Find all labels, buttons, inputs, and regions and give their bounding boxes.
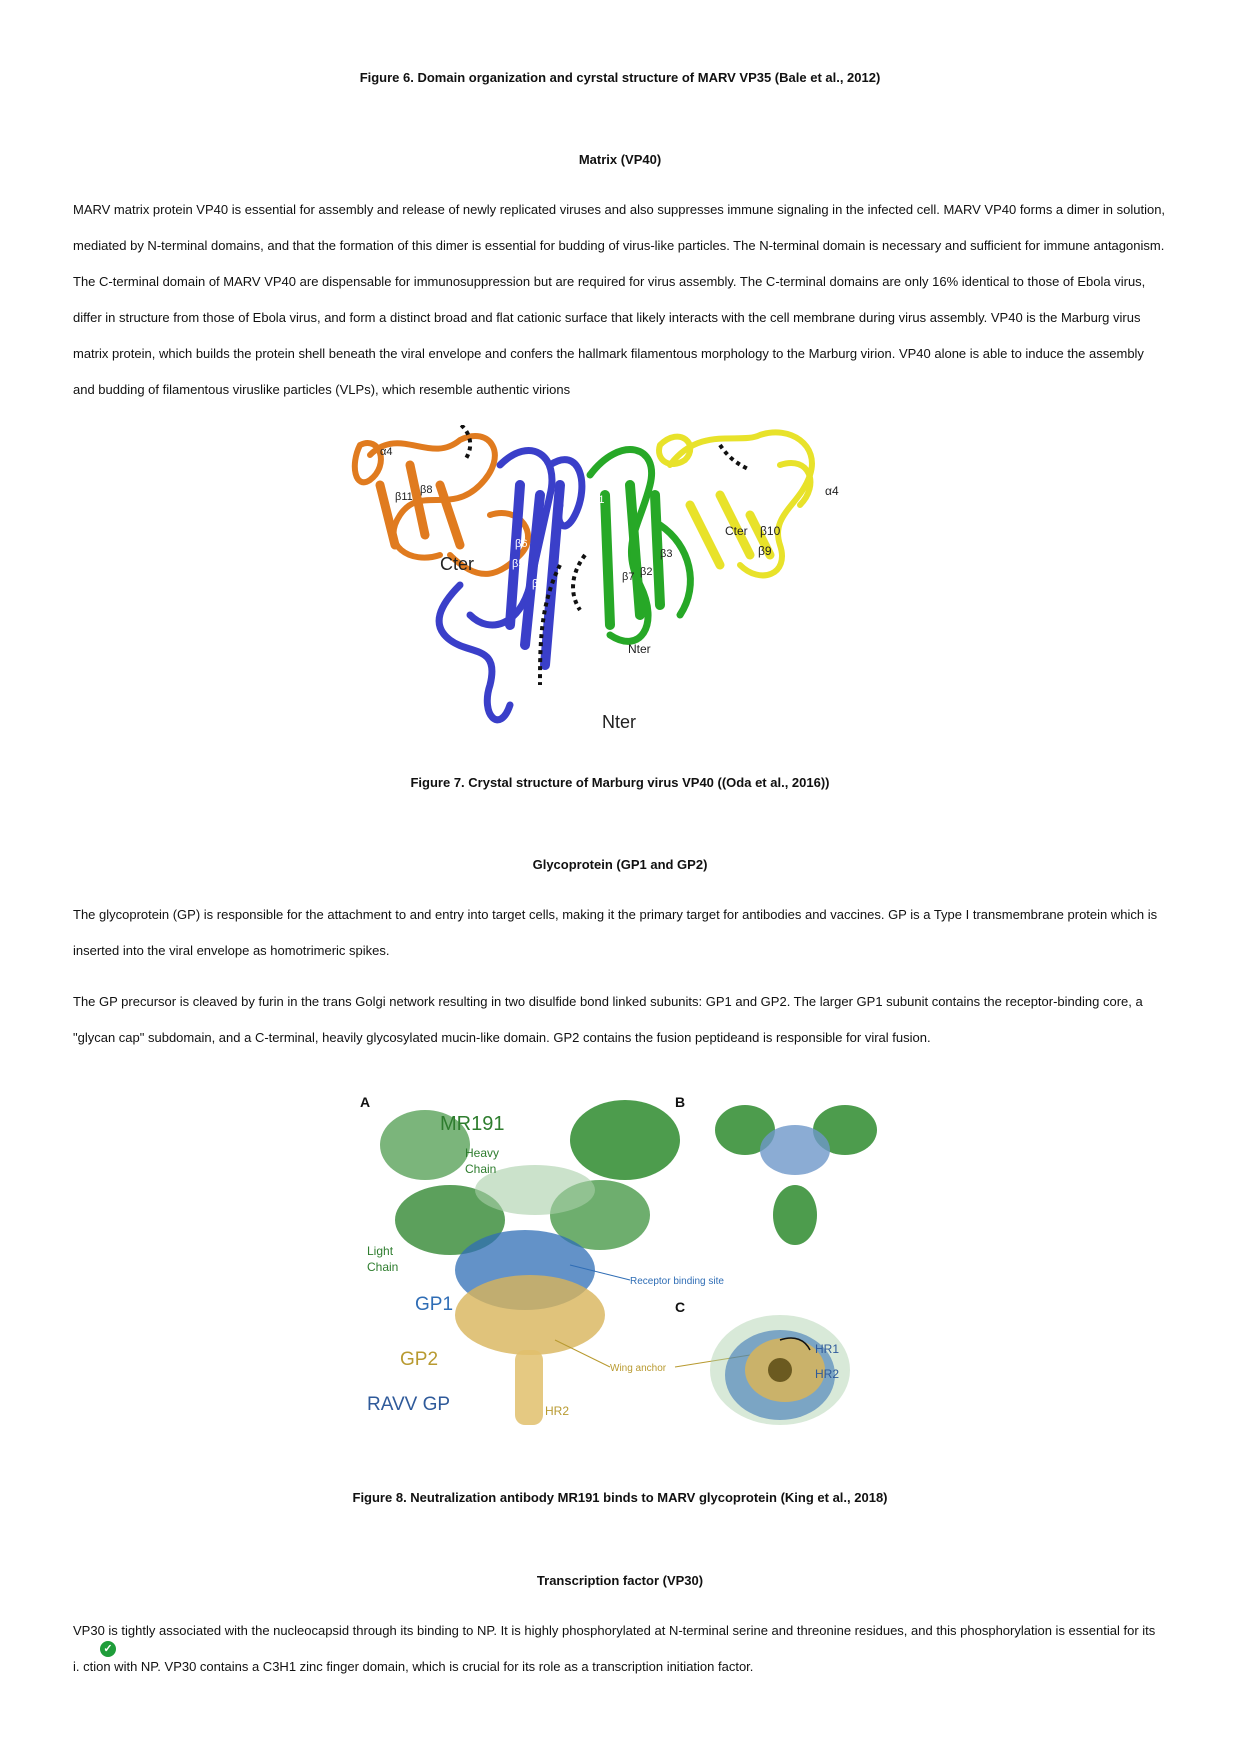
label-b10: β10 [760,524,781,538]
label-hr2-panel-a: HR2 [545,1404,570,1418]
label-mr191: MR191 [440,1113,505,1135]
label-a4-right: α4 [825,484,839,498]
label-ravv-gp: RAVV GP [367,1394,451,1415]
label-a4-left: α4 [380,446,393,458]
glycoprotein-paragraph-1: The glycoprotein (GP) is responsible for the attachment to and entry into target cells, making it the primary target for antibodies and vaccines. GP is a Type I transmembrane protein which is inserted into the viral envelope as homotrimeric spikes. [73,907,1158,958]
label-hr1: HR1 [815,1342,840,1356]
vp30-paragraph [73,1613,1168,1685]
label-gp2: GP2 [400,1349,439,1370]
green-domain [590,450,690,642]
label-light-chain: Chain [367,1260,399,1274]
panel-b-label: B [675,1094,686,1110]
label-b3: β3 [660,548,673,560]
figure-8-mr191-glycoprotein [355,1085,900,1465]
label-b2: β2 [640,566,653,578]
label-nter-big: Nter [602,712,637,732]
label-cter-right: Cter [725,524,748,538]
label-nter-small: Nter [628,642,651,656]
section-heading-vp30: Transcription factor (VP30) [536,1573,704,1588]
label-b9: β9 [758,544,772,558]
panel-b-structure [715,1105,877,1245]
label-wing-anchor: Wing anchor [610,1363,667,1374]
panel-a-structure [380,1100,680,1425]
label-heavy: Heavy [465,1146,500,1160]
blue-domain [439,451,582,720]
label-cter-left: Cter [440,554,475,574]
label-a1: α1 [592,494,605,506]
vp30-paragraph-line-2: i. ction with NP. VP30 contains a C3H1 zinc finger domain, which is crucial for its role as a transcription initiation factor. [73,1659,754,1674]
label-b8: β8 [420,484,433,496]
label-heavy-chain: Chain [465,1162,497,1176]
label-b7: β7 [622,571,635,583]
figure-8-caption: Figure 8. Neutralization antibody MR191 binds to MARV glycoprotein (King et al., 2018) [352,1490,888,1505]
vp30-paragraph-line-1: VP30 is tightly associated with the nucleocapsid through its binding to NP. It is highly phosphorylated at N-terminal serine and threonine residues, and this phosphorylation is essential for its [73,1623,1156,1638]
label-b4: β4 [532,578,545,590]
label-hr2-panel-c: HR2 [815,1367,840,1381]
section-heading-matrix: Matrix (VP40) [578,152,662,167]
figure-6-caption: Figure 6. Domain organization and cyrstal structure of MARV VP35 (Bale et al., 2012) [359,70,881,85]
label-b6: β6 [515,538,528,550]
section-heading-glycoprotein: Glycoprotein (GP1 and GP2) [532,857,708,872]
label-b5: β5 [512,558,525,570]
panel-a-label: A [360,1094,371,1110]
figure-7-vp40-structure [340,425,900,745]
panel-c-label: C [675,1299,686,1315]
label-receptor-binding-site: Receptor binding site [630,1276,724,1287]
dotted-loop-top-right [720,445,750,470]
wing-anchor-pointer-left [555,1340,610,1367]
glycoprotein-paragraph-2: The GP precursor is cleaved by furin in the trans Golgi network resulting in two disulfide bond linked subunits: GP1 and GP2. The larger GP1 subunit contains the receptor-binding core, a "glycan cap" subdomain, and a C-terminal, heavily glycosylated mucin-like domain. GP2 contains the fusion peptideand is responsible for viral fusion. [73,994,1143,1045]
figure-7-caption: Figure 7. Crystal structure of Marburg virus VP40 ((Oda et al., 2016)) [410,775,830,790]
label-light: Light [367,1244,394,1258]
label-gp1: GP1 [415,1294,454,1315]
dotted-nter-loop-small [573,555,585,610]
matrix-paragraph: MARV matrix protein VP40 is essential for assembly and release of newly replicated viruses and also suppresses immune signaling in the infected cell. MARV VP40 forms a dimer in solution, mediated by N-terminal domains, and that the formation of this dimer is essential for budding of virus-like particles. The N-terminal domain is necessary and sufficient for immune antagonism. The C-terminal domain of MARV VP40 are dispensable for immunosuppression but are required for virus assembly. The C-terminal domains are only 16% identical to those of Ebola virus, differ in structure from those of Ebola virus, and form a distinct broad and flat cationic surface that likely interacts with the cell membrane during virus assembly. VP40 is the Marburg virus matrix protein, which builds the protein shell beneath the viral envelope and confers the hallmark filamentous morphology to the Marburg virion. VP40 alone is able to induce the assembly and budding of filamentous viruslike particles (VLPs), which resemble authentic virions [73,202,1166,397]
label-b11: β11 [395,491,413,503]
check-icon[interactable]: ✓ [100,1641,116,1657]
